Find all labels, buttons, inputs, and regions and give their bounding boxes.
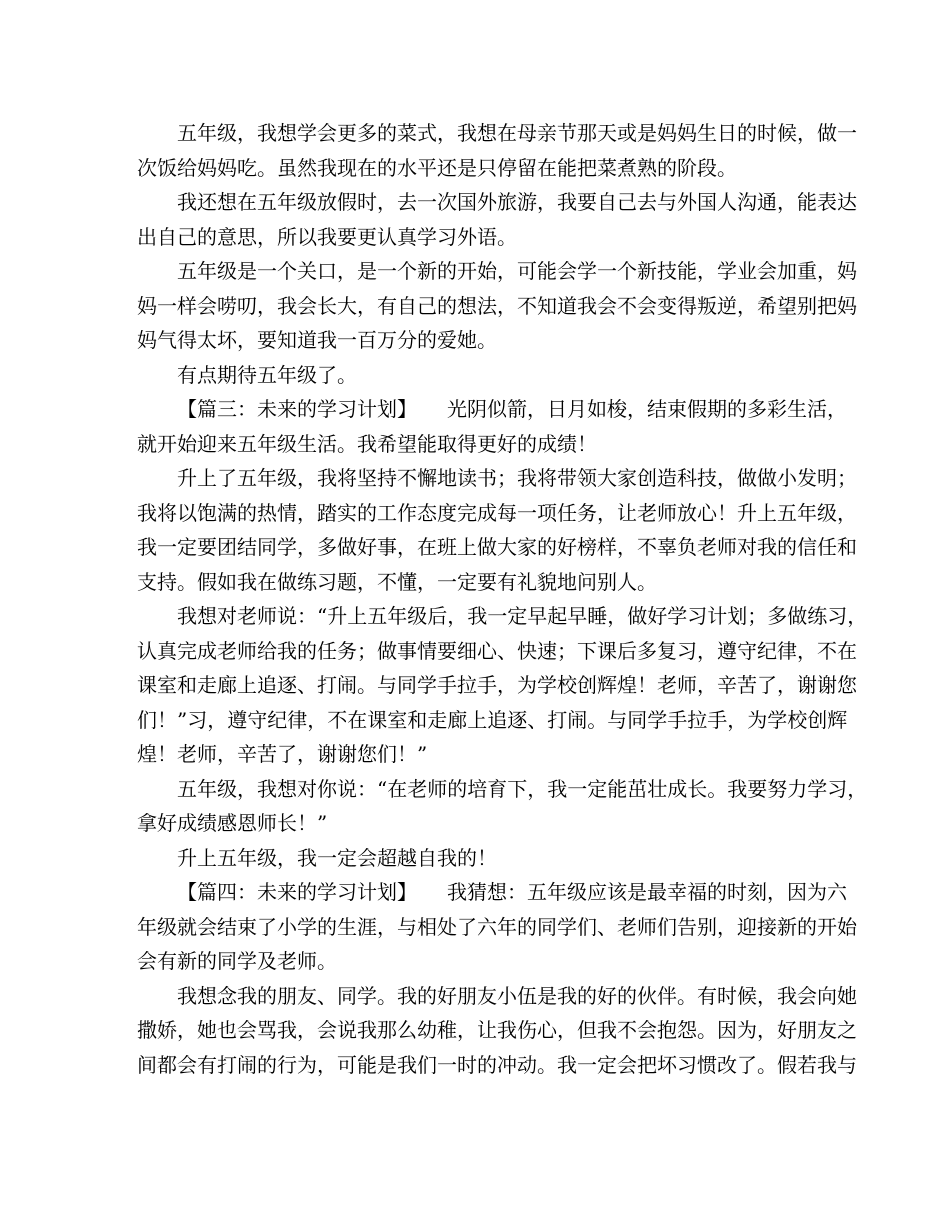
text-line: 妈一样会唠叨，我会长大，有自己的想法，不知道我会不会变得叛逆，希望别把妈 xyxy=(137,293,857,318)
text-line: 升上了五年级，我将坚持不懈地读书；我将带领大家创造科技，做做小发明； xyxy=(177,466,857,490)
text-line: 五年级是一个关口，是一个新的开始，可能会学一个新技能，学业会加重，妈 xyxy=(177,259,857,283)
text-line: 支持。假如我在做练习题，不懂，一定要有礼貌地问别人。 xyxy=(137,569,657,594)
text-line: 撒娇，她也会骂我，会说我那么幼稚，让我伤心，但我不会抱怨。因为，好朋友之 xyxy=(137,1018,857,1042)
text-line: 五年级，我想对你说：“在老师的培育下，我一定能茁壮成长。我要努力学习， xyxy=(177,776,868,801)
text-line: 课室和走廊上追逐、打闹。与同学手拉手，为学校创辉煌！老师，辛苦了，谢谢您 xyxy=(137,673,857,697)
text-line: 有点期待五年级了。 xyxy=(177,362,357,387)
text-line: 会有新的同学及老师。 xyxy=(137,949,337,973)
text-line: 煌！老师，辛苦了，谢谢您们！” xyxy=(137,742,428,766)
text-line: 就开始迎来五年级生活。我希望能取得更好的成绩！ xyxy=(137,431,597,456)
text-line: 我将以饱满的热情，踏实的工作态度完成每一项任务，让老师放心！升上五年级， xyxy=(137,500,857,525)
text-line: 升上五年级，我一定会超越自我的！ xyxy=(177,845,497,870)
text-line: 认真完成老师给我的任务；做事情要细心、快速；下课后多复习，遵守纪律，不在 xyxy=(137,638,857,663)
text-line: 【篇四：未来的学习计划】 我猜想：五年级应该是最幸福的时刻，因为六 xyxy=(177,880,847,904)
text-line: 年级就会结束了小学的生涯，与相处了六年的同学们、老师们告别，迎接新的开始 xyxy=(137,914,857,939)
text-line: 五年级，我想学会更多的菜式，我想在母亲节那天或是妈妈生日的时候，做一 xyxy=(177,121,857,145)
text-line: 拿好成绩感恩师长！” xyxy=(137,811,328,835)
document-body xyxy=(137,116,868,1082)
text-line: 妈气得太坏，要知道我一百万分的爱她。 xyxy=(137,328,497,352)
text-line: 次饭给妈妈吃。虽然我现在的水平还是只停留在能把菜煮熟的阶段。 xyxy=(137,155,737,180)
text-line: 我想对老师说：“升上五年级后，我一定早起早睡，做好学习计划；多做练习， xyxy=(177,604,868,628)
text-line: 我还想在五年级放假时，去一次国外旅游，我要自己去与外国人沟通，能表达 xyxy=(177,190,857,214)
text-line: 们！”习，遵守纪律，不在课室和走廊上追逐、打闹。与同学手拉手，为学校创辉 xyxy=(137,707,848,732)
text-line: 间都会有打闹的行为，可能是我们一时的冲动。我一定会把坏习惯改了。假若我与 xyxy=(137,1052,857,1077)
text-line: 出自己的意思，所以我要更认真学习外语。 xyxy=(137,224,517,249)
text-line: 我一定要团结同学，多做好事，在班上做大家的好榜样，不辜负老师对我的信任和 xyxy=(137,535,857,559)
text-line: 【篇三：未来的学习计划】 光阴似箭，日月如梭，结束假期的多彩生活， xyxy=(177,397,847,421)
text-line: 我想念我的朋友、同学。我的好朋友小伍是我的好的伙伴。有时候，我会向她 xyxy=(177,983,857,1008)
